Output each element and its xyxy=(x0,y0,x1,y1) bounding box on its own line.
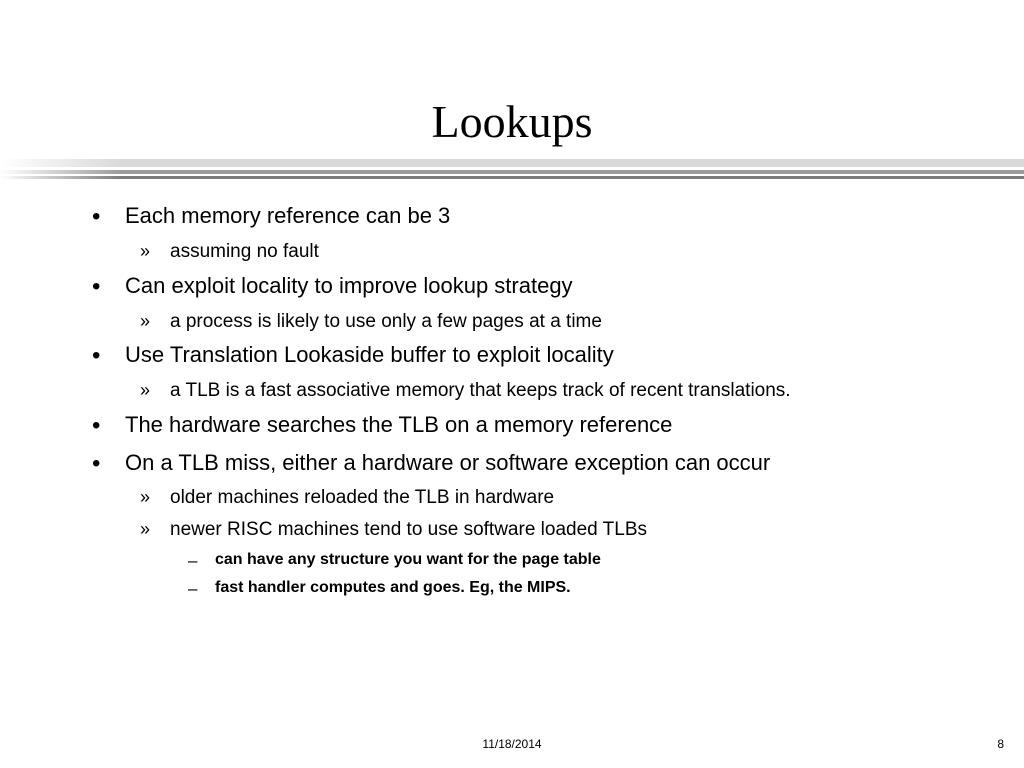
chevron-right-icon: » xyxy=(140,380,151,400)
chevron-right-icon: » xyxy=(140,519,151,539)
title-divider-band xyxy=(0,176,1024,179)
title-divider-band xyxy=(0,159,1024,167)
bullet-text: On a TLB miss, either a hardware or software exception can occur xyxy=(125,450,771,475)
chevron-right-icon: » xyxy=(140,241,151,261)
chevron-right-icon: » xyxy=(140,487,151,507)
sub-bullet-text: newer RISC machines tend to use software loaded TLBs xyxy=(170,519,648,540)
sub-bullet-text: older machines reloaded the TLB in hardware xyxy=(170,487,555,508)
sub-sub-bullet-text: can have any structure you want for the page table xyxy=(215,551,601,568)
slide-number: 8 xyxy=(997,737,1004,751)
footer-date: 11/18/2014 xyxy=(482,737,542,751)
sub-sub-bullet-text: fast handler computes and goes. Eg, the MIPS. xyxy=(215,579,571,596)
sub-bullet-text: a process is likely to use only a few pages at a time xyxy=(170,311,602,332)
sub-bullet-text: a TLB is a fast associative memory that keeps track of recent translations. xyxy=(170,380,791,401)
dash-icon: – xyxy=(188,579,198,598)
bullet-dot-icon: • xyxy=(92,342,101,369)
bullet-dot-icon: • xyxy=(92,412,101,439)
dash-icon: – xyxy=(188,551,198,570)
bullet-text: Can exploit locality to improve lookup strategy xyxy=(125,273,573,298)
chevron-right-icon: » xyxy=(140,311,151,331)
slide-title: Lookups xyxy=(431,96,593,147)
bullet-dot-icon: • xyxy=(92,273,101,300)
bullet-dot-icon: • xyxy=(92,203,101,230)
bullet-text: Each memory reference can be 3 xyxy=(125,203,451,228)
bullet-text: Use Translation Lookaside buffer to exploit locality xyxy=(125,342,614,367)
bullet-dot-icon: • xyxy=(92,450,101,477)
sub-bullet-text: assuming no fault xyxy=(170,241,319,262)
bullet-text: The hardware searches the TLB on a memory reference xyxy=(125,412,673,437)
